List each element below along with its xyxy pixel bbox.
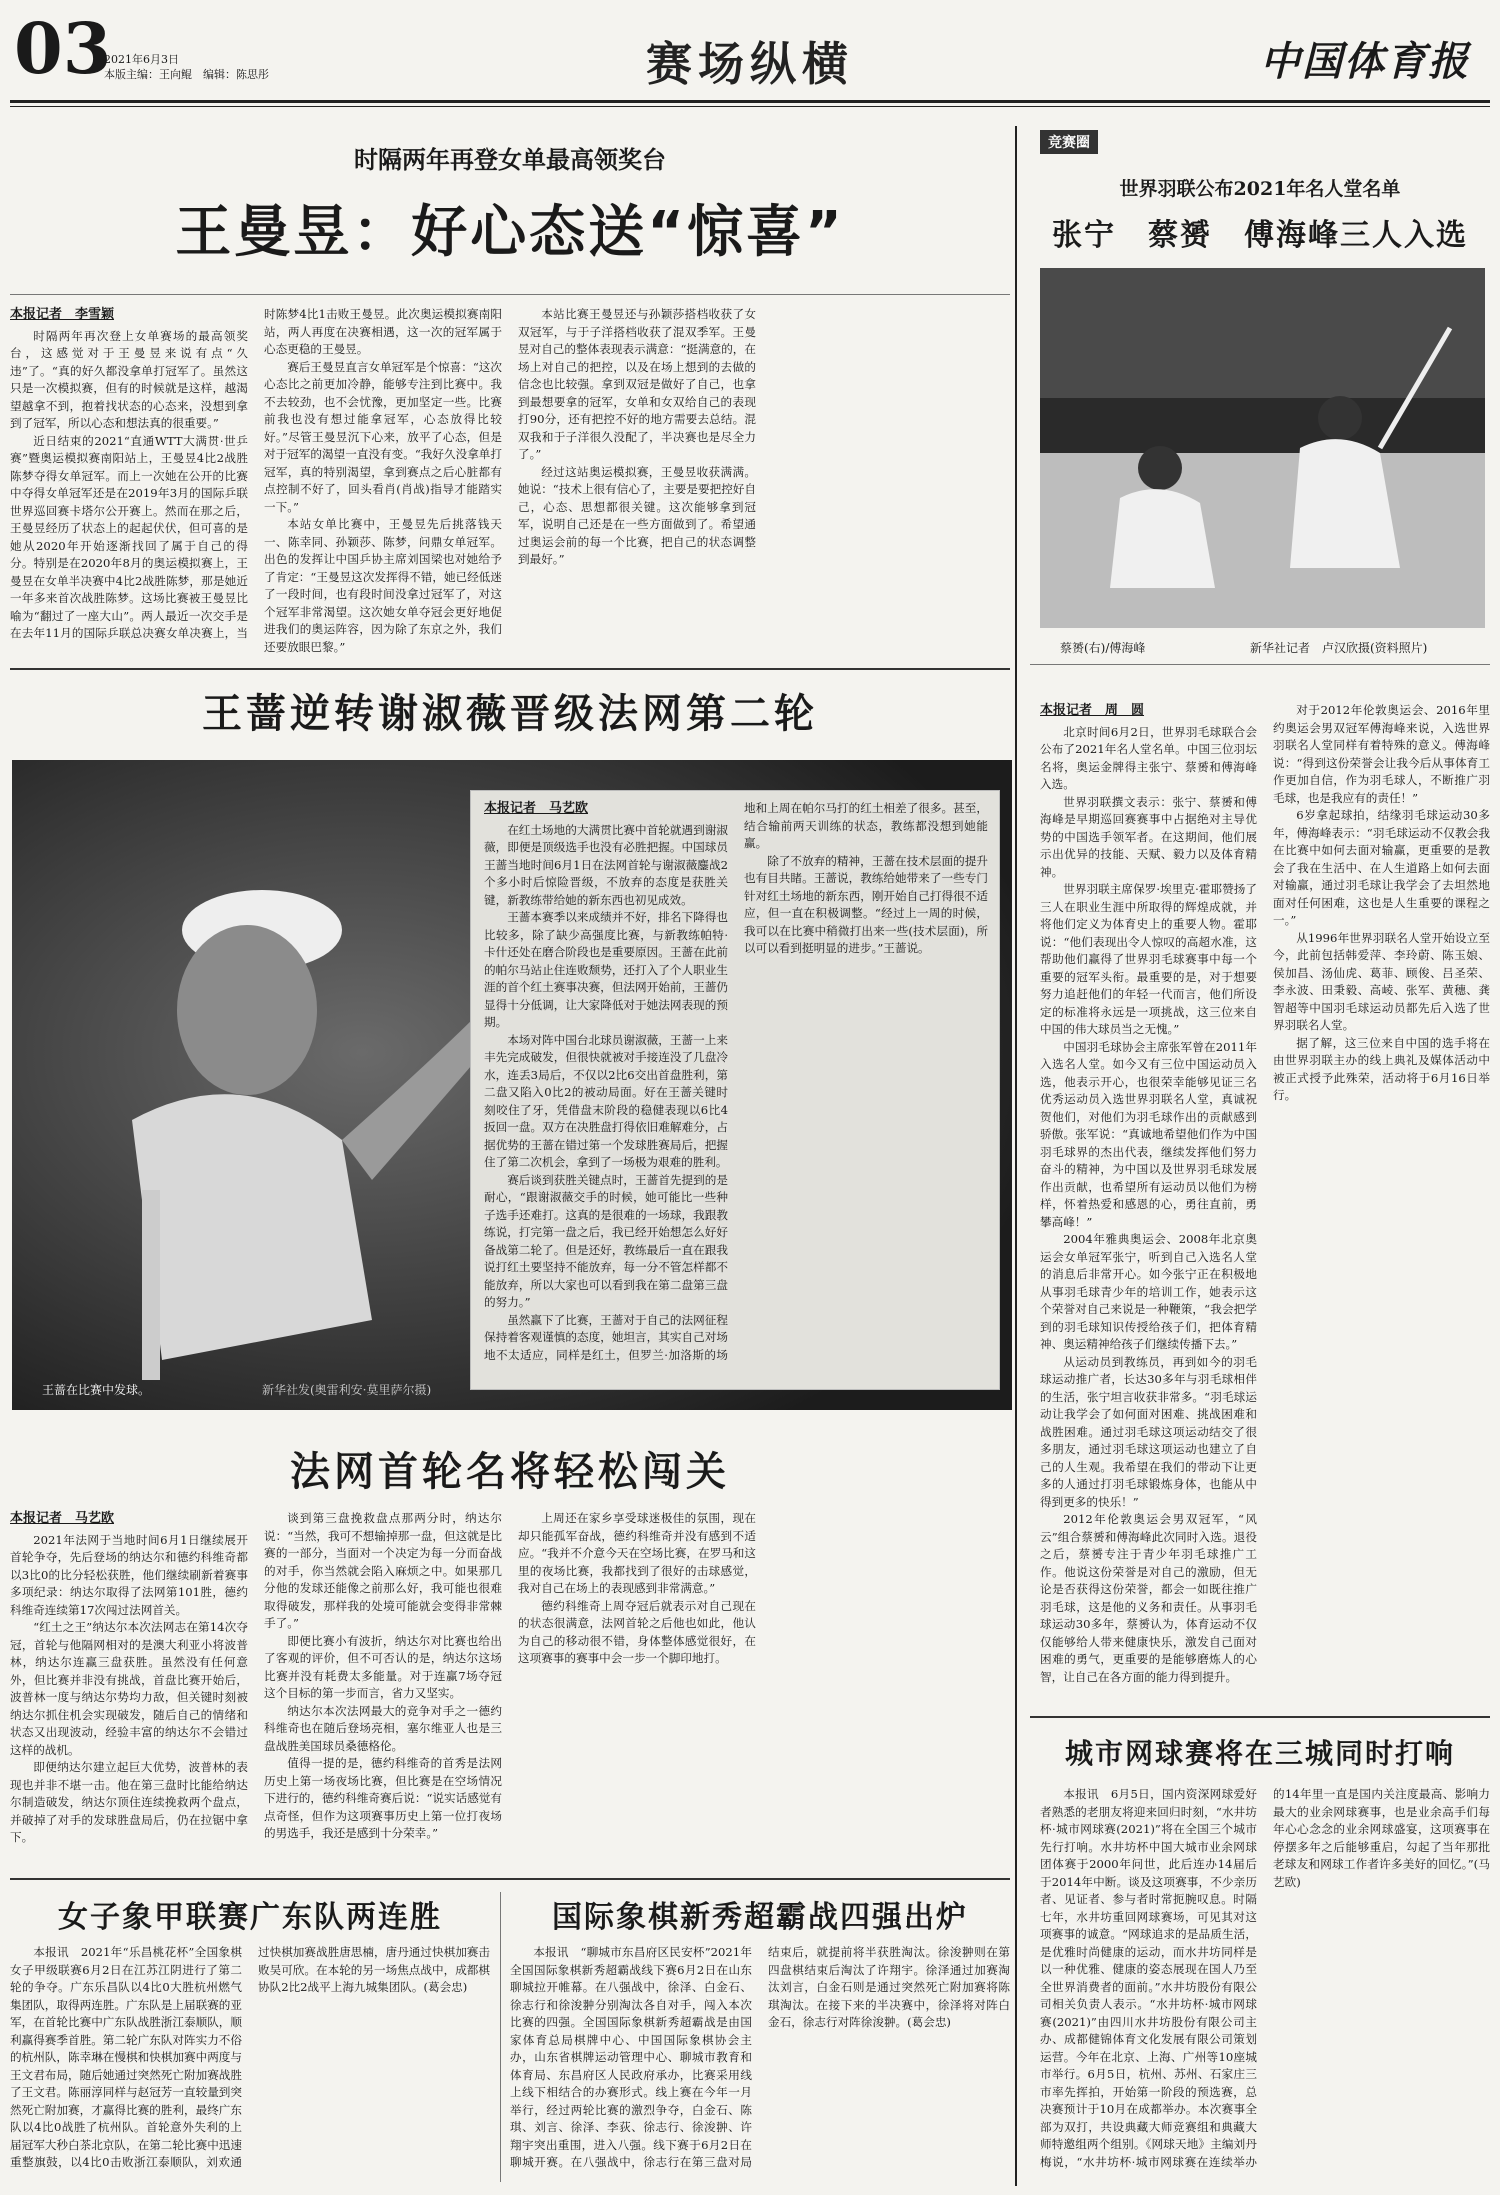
article3-paragraph: “红土之王”纳达尔本次法网志在第14次夺冠，首轮与他隔网相对的是澳大利亚小将波普林，纳达尔连赢三盘获胜。虽然没有任何意外，但比赛并非没有挑战，首盘比赛开始后，波普林一度与纳达尔势均力敌，但关键时刻被纳达尔抓住机会实现破发，随后自己的情绪和状态又出现波动，经验丰富的纳达尔不会错过这样的战机。 xyxy=(10,1620,248,1757)
sidebar-paragraph: 2004年雅典奥运会、2008年北京奥运会女单冠军张宁，听到自己入选名人堂的消息后非常开心。如今张宁正在积极地从事羽毛球青少年的培训工作，她表示这个荣誉对自己来说是一种鞭策，“我会把学到的羽毛球知识传授给孩子们，把体育精神、奥运精神给孩子们继续传播下去。” xyxy=(1040,1232,1257,1351)
page-number: 03 xyxy=(14,7,112,90)
article3-paragraph: 上周还在家乡享受球迷极佳的氛围，现在却只能孤军奋战，德约科维奇并没有感到不适应。“我并不介意今天在空场比赛，在罗马和这里的夜场比赛，我都找到了很好的击球感觉，我对自己在场上的表现感到非常满意。” xyxy=(518,1511,756,1595)
article3-paragraph: 2021年法网于当地时间6月1日继续展开首轮争夺，先后登场的纳达尔和德约科维奇都以3比0的比分轻松获胜，他们继续刷新着赛事多项纪录：纳达尔取得了法网第101胜，德约科维奇连续第17次闯过法网首关。 xyxy=(10,1532,248,1617)
photo-caption-right: 新华社记者 卢汉欣摄(资料照片) xyxy=(1250,641,1428,655)
article1-paragraph: 本站比赛王曼昱还与孙颖莎搭档收获了女双冠军，与于子洋搭档收获了混双季军。王曼昱对自己的整体表现表示满意：“挺满意的，在场上对自己的把控，以及在场上想到的去做的信念也比较强。拿到双冠是做好了自己，也拿到最想要拿的冠军，女单和女双给自己的表现打90分，还有把控不好的地方需要去总结。混双我和于子洋很久没配了，半决赛也是尽全力了。” xyxy=(518,307,756,461)
article2-paragraph: 虽然赢下了比赛，王蔷对于自己的法网征程保持着客观谨慎的态度，她坦言，其实自己对场地不太适应，同样是红土，但罗兰·加洛斯的场地和上周在帕尔马打的红土相差了很多。甚至，结合输前两天训练的状态，教练都没想到她能赢。 xyxy=(484,801,988,1362)
sidebar-paragraph: 世界羽联撰文表示：张宁、蔡赟和傅海峰是早期巡回赛赛事中占据绝对主导优势的中国选手领军者。在这期间，他们展示出优异的技能、天赋、毅力以及体育精神。 xyxy=(1040,794,1257,879)
sidebar-paragraph: 6岁拿起球拍，结缘羽毛球运动30多年，傅海峰表示：“羽毛球运动不仅教会我在比赛中如何去面对输赢，更重要的是教会了我在生活中、在人生道路上如何去面对输赢，通过羽毛球让我学会了去坦然地面对任何困难，这也是人生重要的课程之一。” xyxy=(1273,808,1490,927)
article3-paragraph: 纳达尔本次法网最大的竞争对手之一德约科维奇也在随后登场亮相，塞尔维亚人也是三盘战胜美国球员桑德格伦。 xyxy=(264,1703,502,1753)
article3-paragraph: 即便比赛小有波折，纳达尔对比赛也给出了客观的评价，但不可否认的是，纳达尔这场比赛并没有耗费太多能量。对于连赢7场夺冠这个目标的第一步而言，省力又坚实。 xyxy=(264,1633,502,1700)
article2-paragraph: 赛后谈到获胜关键点时，王蔷首先提到的是耐心，“跟谢淑薇交手的时候，她可能比一些种子选手还难打。这真的是很难的一场球，我跟教练说，打完第一盘之后，我已经开始想怎么好好备战第二轮了。但是还好，教练最后一直在跟我说打红土要坚持不能放弃，每一分不管怎样都不能放弃，所以大家也可以看到我在第二盘第三盘的努力。” xyxy=(484,1172,728,1309)
section-tag: 竞赛圈 xyxy=(1040,130,1098,154)
article2-headline: 王蔷逆转谢淑薇晋级法网第二轮 xyxy=(202,690,818,737)
article2-byline: 本报记者 马艺欧 xyxy=(484,801,589,816)
article1-byline: 本报记者 李雪颖 xyxy=(10,307,115,322)
sidebar-rule xyxy=(1030,664,1490,665)
issue-date: 2021年6月3日 xyxy=(104,53,179,66)
article1-paragraph: 近日结束的2021“直通WTT大满贯·世乒赛”暨奥运模拟赛南阳站上，王曼昱4比2战胜陈梦夺得女单冠军。而上一次她在公开的比赛中夺得女单冠军还是在2019年3月的国际乒联世界巡回赛卡塔尔公开赛上。然而在那之后，王曼昱经历了状态上的起起伏伏，但可喜的是她从2020年开始逐渐找回了属于自己的得分。特别是在2020年8月的奥运模拟赛上，王曼昱在女单半决赛中4比2战胜陈梦，那是她近一年多来首次战胜陈梦。这场比赛被王曼昱比喻为“翻过了一座大山”。两人最近一次交手是在去年11月的国际乒联总决赛女单决赛上，当时陈梦4比1击败王曼昱。此次奥运模拟赛南阳站，两人再度在决赛相遇，这一次的冠军属于心态更稳的王曼昱。 xyxy=(10,307,502,640)
article-divider xyxy=(500,1892,501,2182)
article1-top-rule xyxy=(10,294,1010,295)
sidebar-paragraph: 世界羽联主席保罗·埃里克·霍耶赞扬了三人在职业生涯中所取得的辉煌成就，并将他们定义为体育史上的重要人物。霍耶说：“他们表现出令人惊叹的高超水准，这帮助他们赢得了世界羽毛球赛事中每一个重要的冠军头衔。最重要的是，对于想要努力追赶他们的年轻一代而言，他们所设定的标准将永远是一项挑战，这三位来自中国的伟大球员当之无愧。” xyxy=(1040,882,1257,1036)
article6-text: 本报讯 6月5日，国内资深网球爱好者熟悉的老朋友将迎来回归时刻，“水井坊杯·城市网球赛(2021)”将在全国三个城市先行打响。水井坊杯中国大城市业余网球团体赛于2000年问世，此后连办14届后于2014年中断。谈及这项赛事，不少亲历者、见证者、参与者时常扼腕叹息。时隔七年，水井坊重回网球赛场，可见其对这项赛事的诚意。“网球追求的是品质生活，是优雅时尚健康的运动，而水井坊同样是以一种优雅、健康的姿态展现在国人乃至全世界消费者的面前。”水井坊股份有限公司相关负责人表示。“水井坊杯·城市网球赛(2021)”由四川水井坊股份有限公司主办、成都健锦体育文化发展有限公司策划运营。今年在北京、上海、广州等10座城市举行。6月5日，杭州、苏州、石家庄三市率先挥拍，开始第一阶段的预选赛，总决赛预计于10月在成都举办。本次赛事全部为双打，共设典藏大师竞赛组和典藏大师特邀组两个组别。《网球天地》主编刘丹梅说，“水井坊杯·城市网球赛在连续举办的14年里一直是国内关注度最高、影响力最大的业余网球赛事，也是业余高手们每年心心念念的业余网球盛宴，这项赛事在停摆多年之后能够重启，勾起了当年那批老球友和网球工作者许多美好的回忆。”(马艺欧) xyxy=(1040,1787,1490,2169)
sidebar-paragraph: 中国羽毛球协会主席张军曾在2011年入选名人堂。如今又有三位中国运动员入选，他表示开心，也很荣幸能够见证三名优秀运动员入选世界羽联名人堂，真诚祝贺他们，对他们为羽毛球作出的贡献感到骄傲。张军说：“真诚地希望他们作为中国羽毛球界的杰出代表，继续发挥他们努力奋斗的精神，为中国以及世界羽毛球发展作出贡献，也希望所有运动员以他们为榜样，怀着热爱和感恩的心，勇往直前，勇攀高峰！” xyxy=(1040,1039,1257,1229)
masthead-rule xyxy=(10,100,1490,103)
editor-credits: 本版主编：王向鲲 编辑：陈思彤 xyxy=(104,68,269,81)
sidebar-paragraph: 从运动员到教练员，再到如今的羽毛球运动推广者，长达30多年与羽毛球相伴的生活，张宁坦言收获非常多。“羽毛球运动让我学会了如何面对困难、挑战困难和战胜困难。通过羽毛球这项运动结交了很多朋友，通过羽毛球这项运动也建立了自己的人生观。我希望在我们的带动下让更多的人通过打羽毛球锻炼身体，也能从中得到更多的快乐！” xyxy=(1040,1354,1257,1509)
article2-body xyxy=(484,800,988,1380)
article3-paragraph: 德约科维奇上周夺冠后就表示对自己现在的状态很满意，法网首轮之后他也如此，他认为自己的移动很不错，身体整体感觉很好，在这项赛事的赛事中会一步一个脚印地打。 xyxy=(518,1598,756,1665)
article3-paragraph: 值得一提的是，德约科维奇的首秀是法网历史上第一场夜场比赛，但比赛是在空场情况下进行的，德约科维奇赛后说：“说实话感觉有点奇怪，但作为这项赛事历史上第一位打夜场的男选手，我还是感到十分荣幸。” xyxy=(264,1756,502,1840)
article3-paragraph: 即便纳达尔建立起巨大优势，波普林的表现也并非不堪一击。他在第三盘时比能给纳达尔制造破发，纳达尔顶住连续挽救两个盘点，并破掉了对手的发球胜盘局后，仍在拉锯中拿下。 xyxy=(10,1760,248,1844)
article1-paragraph: 时隔两年再次登上女单赛场的最高领奖台，这感觉对于王曼昱来说有点“久违”了。“真的好久都没拿单打冠军了。虽然这只是一次模拟赛，但有的时候就是这样，越渴望越拿不到，抱着找状态的心态来，没想到拿到了冠军，所以心态和想法真的很重要。” xyxy=(10,328,248,430)
badminton-photo xyxy=(1040,268,1485,628)
masthead-rule-thin xyxy=(10,106,1490,107)
section-rule xyxy=(10,1878,1010,1880)
sidebar-body xyxy=(1040,702,1490,1710)
article5-body xyxy=(510,1944,1010,2184)
sidebar-paragraph: 据了解，这三位来自中国的选手将在由世界羽联主办的线上典礼及媒体活动中被正式授予此殊荣，活动将于6月16日举行。 xyxy=(1273,1035,1490,1102)
sidebar-kicker: 世界羽联公布2021年名人堂名单 xyxy=(1119,178,1401,200)
article2-paragraph: 除了不放弃的精神，王蔷在技术层面的提升也有目共睹。王蔷说，教练给她带来了一些专门针对红土场地的新东西，刚开始自己打得很不适应，但一直在积极调整。“经过上一周的时候，我可以在比赛中稍微打出来一些(技术层面)，所以可以看到挺明显的进步。”王蔷说。 xyxy=(744,853,988,955)
sidebar-byline: 本报记者 周 圆 xyxy=(1040,703,1145,718)
photo-caption-left: 蔡赟(右)/傅海峰 xyxy=(1060,641,1146,655)
article6-headline: 城市网球赛将在三城同时打响 xyxy=(1064,1737,1455,1770)
article4-text: 本报讯 2021年“乐昌桃花杯”全国象棋女子甲级联赛6月2日在江苏江阴进行了第二轮的争夺。广东乐昌队以4比0大胜杭州燃气集团队，取得两连胜。广东队是上届联赛的亚军，在首轮比赛中广东队战胜浙江泰顺队，顺利赢得赛季首胜。第二轮广东队对阵实力不俗的杭州队，陈幸琳在慢棋和快棋加赛中两度与王文君布局，随后她通过突然死亡附加赛战胜了王文君。陈丽淳同样与赵冠芳一直较量到突然死亡附加赛，才赢得比赛的胜利，最终广东队以4比0战胜了杭州队。首轮意外失利的上届冠军大秒白茶北京队，在第二轮比赛中迅速重整旗鼓，以4比0击败浙江泰顺队，刘欢通过快棋加赛战胜唐思楠，唐丹通过快棋加赛击败吴可欣。在本轮的另一场焦点战中，成都棋协队2比2战平上海九城集团队。(葛会忠) xyxy=(10,1945,490,2169)
article3-paragraph: 谈到第三盘挽救盘点那两分时，纳达尔说：“当然，我可不想输掉那一盘，但这就是比赛的一部分，当面对一个决定为每一分而奋战的对手，你当然就会陷入麻烦之中。如果那几分他的发球还能像之前那么好，我可能也很难取得破发，那样我的处境可能就会变得非常棘手了。” xyxy=(264,1511,502,1630)
article1-paragraph: 经过这站奥运模拟赛，王曼昱收获满满。她说：“技术上很有信心了，主要是要把控好自己，心态、思想都很关键。这次能够拿到冠军，说明自己还是在一些方面做到了。希望通过奥运会前的每一个比赛，把自己的状态调整到最好。” xyxy=(518,464,756,566)
article1-paragraph: 本站女单比赛中，王曼昱先后挑落钱天一、陈幸同、孙颖莎、陈梦，问鼎女单冠军。出色的发挥让中国乒协主席刘国梁也对她给予了肯定：“王曼昱这次发挥得不错，她已经低迷了一段时间，也有段时间没拿过冠军了，对这个冠军非常渴望。这次她女单夺冠会更好地促进我们的奥运阵容，因为除了东京之外，我们还要放眼巴黎。” xyxy=(264,517,502,654)
sidebar-paragraph: 从1996年世界羽联名人堂开始设立至今，此前包括韩爱萍、李玲蔚、陈玉娘、侯加昌、汤仙虎、葛菲、顾俊、吕圣荣、李永波、田秉毅、高崚、张军、黄穗、龚智超等中国羽毛球运动员都先后入选了世界羽联名人堂。 xyxy=(1273,930,1490,1032)
sidebar-paragraph: 2012年伦敦奥运会男双冠军，“风云”组合蔡赟和傅海峰此次同时入选。退役之后，蔡赟专注于青少年羽毛球推广工作。他说这份荣誉是对自己的激励，但无论是否获得这份荣誉，都会一如既往推广羽毛球，这是他的义务和责任。从事羽毛球运动30多年，蔡赟认为，体育运动不仅仅能够给人带来健康快乐，激发自己面对困难的勇气，更重要的是能够磨炼人的心智，让自己在各方面的能力得到提升。 xyxy=(1040,1512,1257,1684)
article3-byline: 本报记者 马艺欧 xyxy=(10,1511,115,1526)
article2-paragraph: 本场对阵中国台北球员谢淑薇，王蔷一上来丰先完成破发，但很快就被对手接连没了几盘冷水，连丢3局后，不仅以2比6交出首盘胜利，第二盘又陷入0比2的被动局面。好在王蔷关键时刻咬住了牙，凭借盘末阶段的稳健表现以6比4扳回一盘。双方在决胜盘打得依旧难解难分，占据优势的王蔷在错过第一个发球胜赛局后，把握住了第二次机会，拿到了一场极为艰难的胜利。 xyxy=(484,1032,728,1169)
column-divider xyxy=(1015,126,1017,2186)
article5-headline: 国际象棋新秀超霸战四强出炉 xyxy=(552,1900,968,1935)
article1-kicker: 时隔两年再登女单最高领奖台 xyxy=(354,145,666,174)
article2-paragraph: 王蔷本赛季以来成绩并不好，排名下降得也比较多，除了缺少高强度比赛，与新教练帕特·卡什还处在磨合阶段也是重要原因。王蔷在此前的帕尔马站止住连败颓势，还打入了个人职业生涯的首个红土赛事决赛，但法网开始前，王蔷仍显得十分低调，让大家降低对于她法网表现的预期。 xyxy=(484,910,728,1029)
newspaper-logo: 中国体育报 xyxy=(1260,38,1470,85)
photo-credit: 新华社发(奥雷利安·莫里萨尔摄) xyxy=(262,1383,432,1397)
article2-paragraph: 在红土场地的大满贯比赛中首轮就遇到谢淑薇，即便是顶级选手也没有必胜把握。中国球员王蔷当地时间6月1日在法网首轮与谢淑薇鏖战2个多小时后惊险晋级，不放弃的态度是获胜关键，新教练带给她的新东西也初见成效。 xyxy=(484,822,728,907)
sidebar-paragraph: 对于2012年伦敦奥运会、2016年里约奥运会男双冠军傅海峰来说，入选世界羽联名人堂同样有着特殊的意义。傅海峰说：“得到这份荣誉会让我今后从事体育工作更加自信，作为羽毛球人，不断推广羽毛球，也是我应有的责任！” xyxy=(1273,703,1490,805)
article1-body xyxy=(10,306,1010,656)
article4-body xyxy=(10,1944,490,2184)
article4-headline: 女子象甲联赛广东队两连胜 xyxy=(58,1900,442,1935)
photo-overlay-caption: 王蔷在比赛中发球。 xyxy=(42,1383,151,1397)
article3-headline: 法网首轮名将轻松闯关 xyxy=(290,1448,730,1495)
article1-headline: 王曼昱：好心态送“惊喜” xyxy=(175,200,845,265)
badminton-players-illustration xyxy=(1040,268,1485,628)
sidebar-paragraph: 北京时间6月2日，世界羽毛球联合会公布了2021年名人堂名单。中国三位羽坛名将，奥运金牌得主张宁、蔡赟和傅海峰入选。 xyxy=(1040,724,1257,791)
sidebar-headline: 张宁 蔡赟 傅海峰三人入选 xyxy=(1052,218,1468,253)
sidebar-section-rule xyxy=(1030,1716,1490,1718)
section-rule xyxy=(10,668,1010,670)
article5-text: 本报讯 “聊城市东昌府区民安杯”2021年全国国际象棋新秀超霸战线下赛6月2日在山东聊城拉开帷幕。在八强战中，徐泽、白金石、徐志行和徐浚翀分别淘汰各自对手，闯入本次比赛的四强。全国国际象棋新秀超霸战是由国家体育总局棋牌中心、中国国际象棋协会主办，山东省棋牌运动管理中心、聊城市教育和体育局、东昌府区人民政府承办，比赛采用线上线下相结合的办赛形式。线上赛在今年一月举行，经过两轮比赛的激烈争夺，白金石、陈琪、刘言、徐泽、李荻、徐志行、徐浚翀、许翔宇突出重围，进入八强。线下赛于6月2日在聊城开赛。在八强战中，徐志行在第三盘对局结束后，就提前将半获胜淘汰。徐浚翀则在第四盘棋结束后淘汰了许翔宇。徐泽通过加赛淘汰刘言，白金石则是通过突然死亡附加赛将陈琪淘汰。在接下来的半决赛中，徐泽将对阵白金石，徐志行对阵徐浚翀。(葛会忠) xyxy=(510,1945,1010,2169)
article3-body xyxy=(10,1510,1010,1870)
section-title: 赛场纵横 xyxy=(646,37,854,91)
article1-paragraph: 赛后王曼昱直言女单冠军是个惊喜：“这次心态比之前更加冷静，能够专注到比赛中。我不去较劲，也不会忧豫，更加坚定一些。比赛前我也没有想过能拿冠军，心态放得比较好。”尽管王曼昱沉下心来，放平了心态，但是对于冠军的渴望一直没有变。“我好久没拿单打冠军，真的特别渴望，拿到赛点之后心脏都有点控制不好了，回头看肖(肖战)指导才能踏实一下。” xyxy=(264,359,502,514)
article6-body xyxy=(1040,1786,1490,2186)
